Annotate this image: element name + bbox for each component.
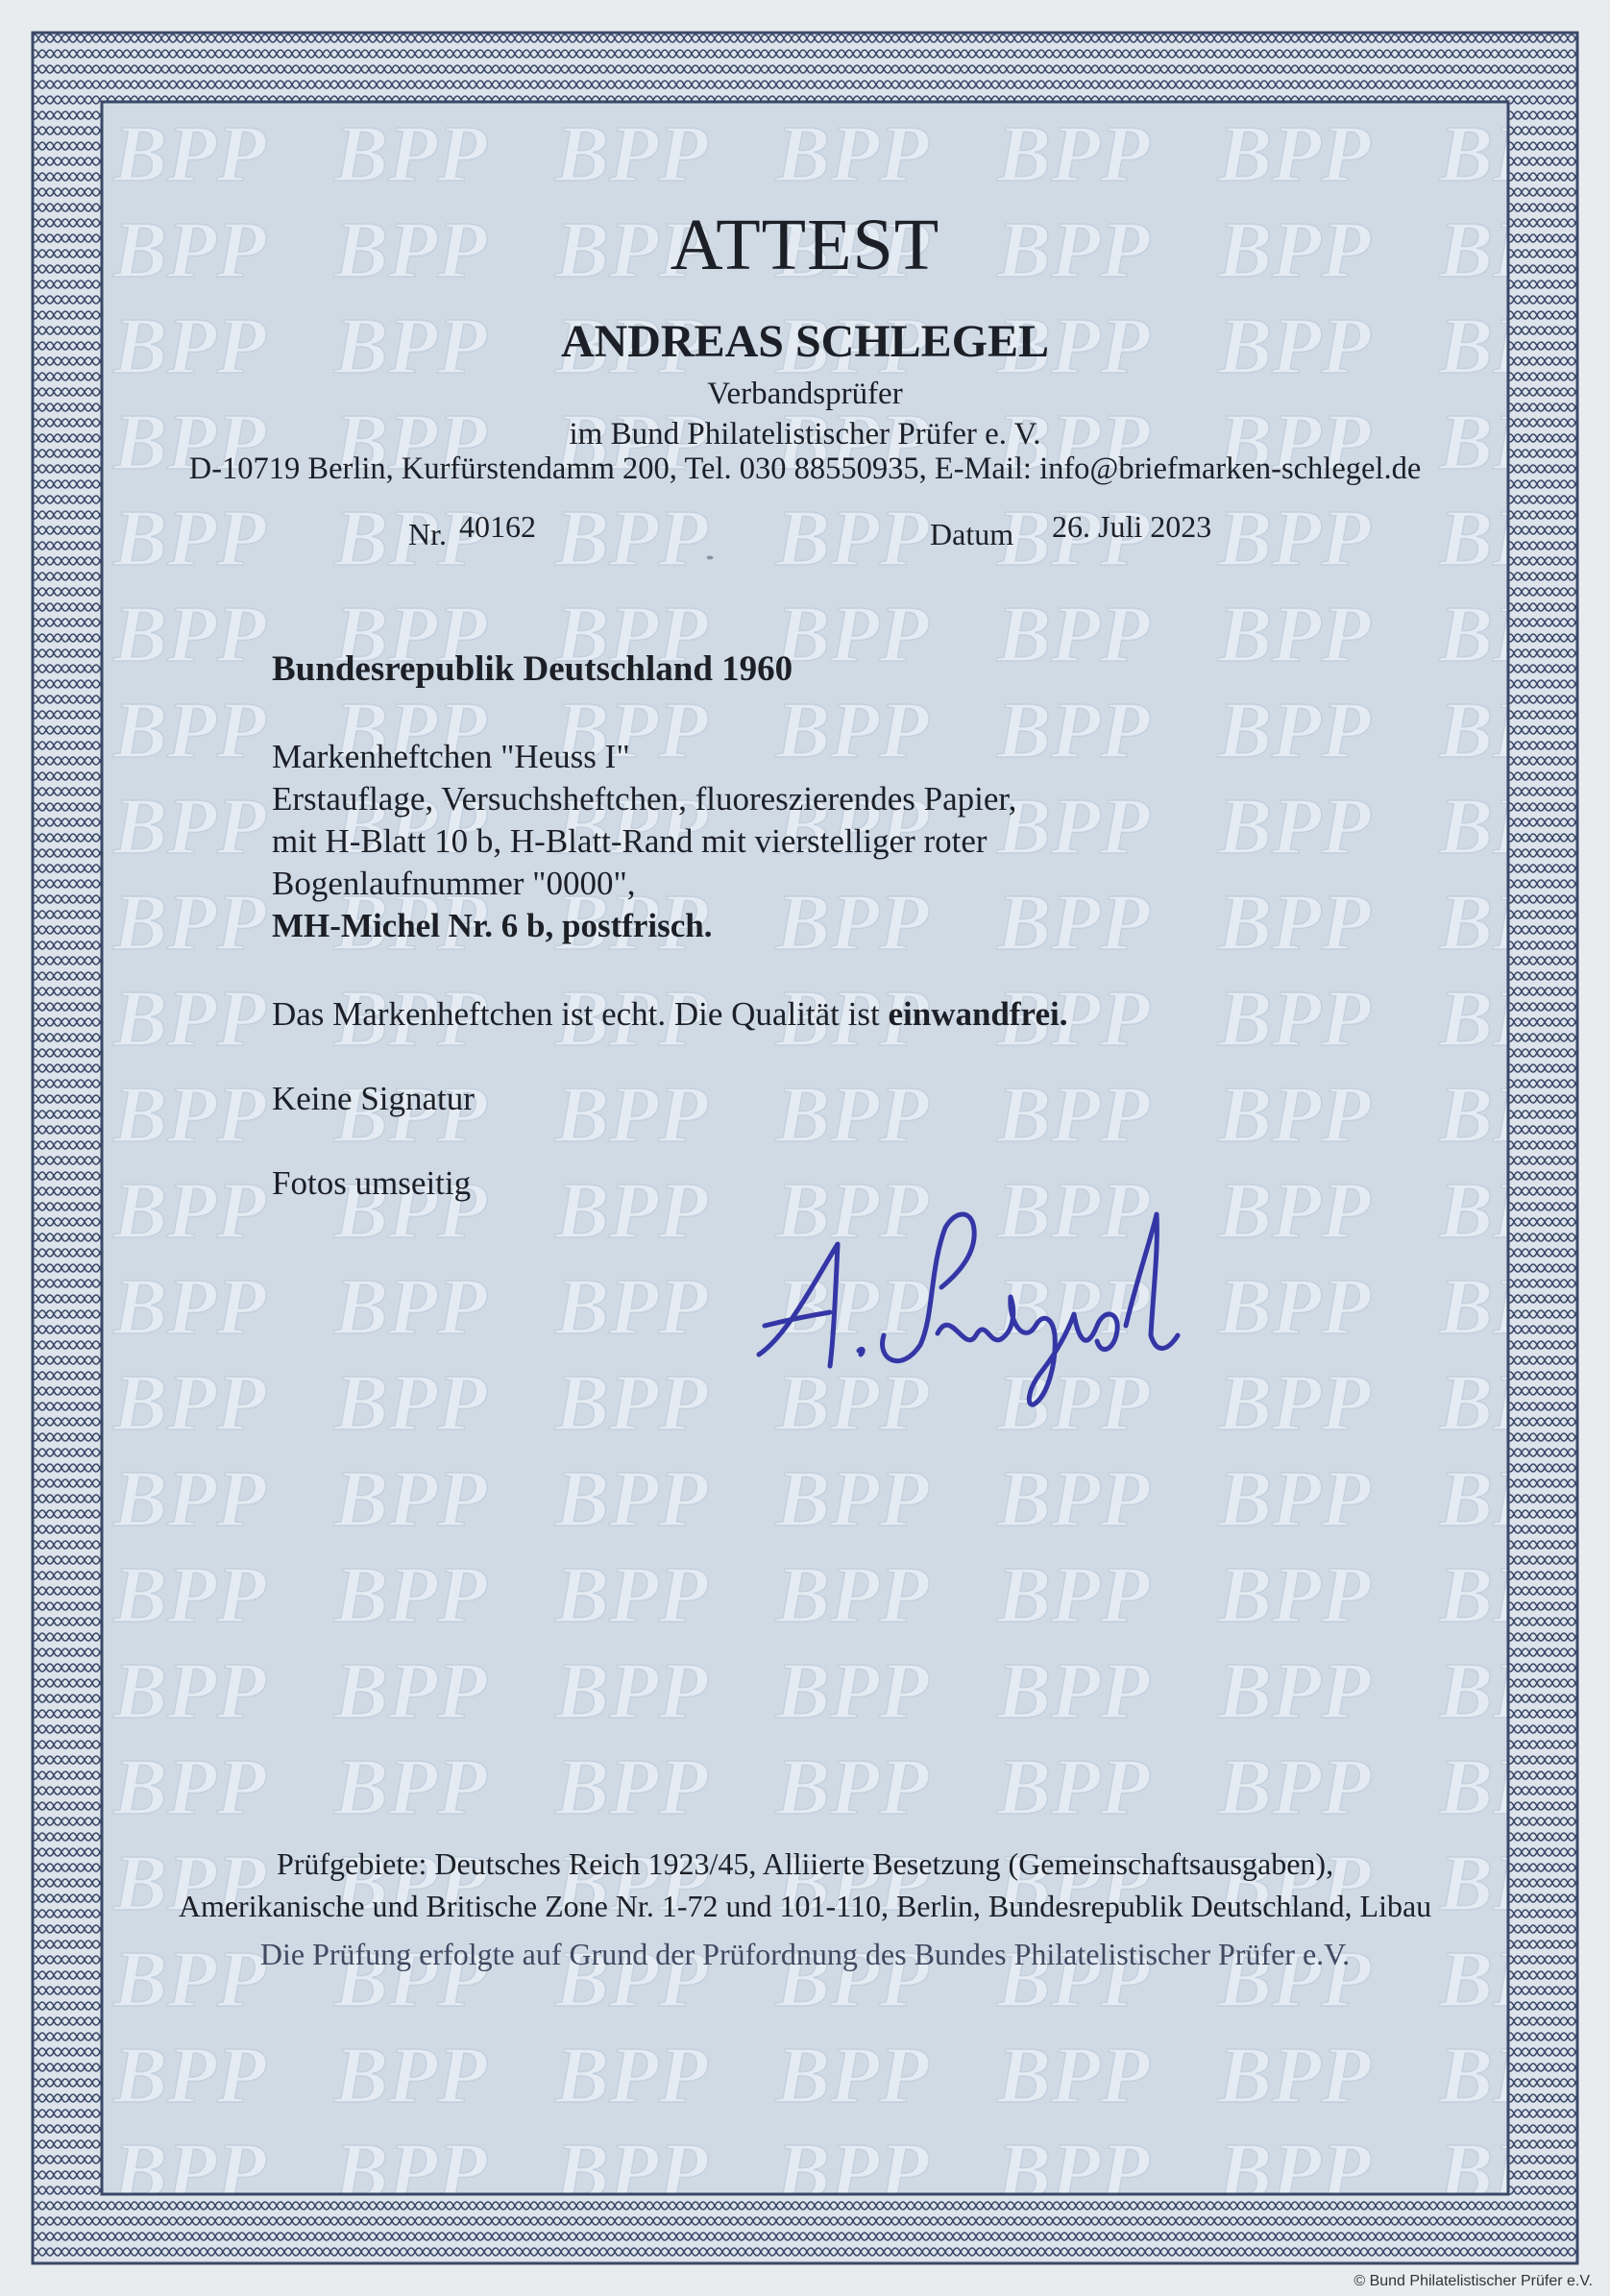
photos-note: Fotos umseitig (272, 1164, 472, 1202)
number-label: Nr. (408, 517, 447, 551)
examiner-address: D-10719 Berlin, Kurfürstendamm 200, Tel. 030 88550935, E-Mail: info@briefmarken-schlegel.de (188, 452, 1422, 486)
description-line: Bogenlaufnummer "0000", (272, 865, 636, 902)
item-heading: Bundesrepublik Deutschland 1960 (272, 649, 793, 689)
verdict (272, 995, 1067, 1034)
examiner-role: Verbandsprüfer (707, 377, 903, 411)
description-line: mit H-Blatt 10 b, H-Blatt-Rand mit vierstelliger roter (272, 822, 988, 860)
certificate-title: ATTEST (670, 205, 940, 285)
copyright-notice: © Bund Philatelistischer Prüfer e.V. (1354, 2273, 1593, 2289)
certificate-date: 26. Juli 2023 (1052, 509, 1212, 544)
verdict-quality: einwandfrei. (888, 995, 1068, 1033)
description-line: Erstauflage, Versuchsheftchen, fluoreszierendes Papier, (272, 780, 1017, 818)
pencil-mark (706, 555, 714, 560)
examiner-organization: im Bund Philatelistischer Prüfer e. V. (569, 417, 1041, 452)
verdict-text: Das Markenheftchen ist echt. Die Qualität ist (272, 995, 880, 1033)
catalog-reference: MH-Michel Nr. 6 b, postfrisch. (272, 907, 713, 944)
signature-note: Keine Signatur (272, 1080, 475, 1117)
description-line: Markenheftchen "Heuss I" (272, 738, 630, 775)
certificate-number: 40162 (459, 509, 536, 544)
footer-line: Amerikanische und Britische Zone Nr. 1-72 und 101-110, Berlin, Bundesrepublik Deutschland, Libau (178, 1889, 1432, 1923)
date-label: Datum (930, 517, 1014, 551)
handwritten-signature (749, 1191, 1220, 1412)
footer-line: Die Prüfung erfolgte auf Grund der Prüfordnung des Bundes Philatelistischer Prüfer e.V. (259, 1937, 1351, 1971)
footer-line: Prüfgebiete: Deutsches Reich 1923/45, Alliierte Besetzung (Gemeinschaftsausgaben), (276, 1846, 1334, 1881)
examiner-name: ANDREAS SCHLEGEL (560, 316, 1050, 367)
